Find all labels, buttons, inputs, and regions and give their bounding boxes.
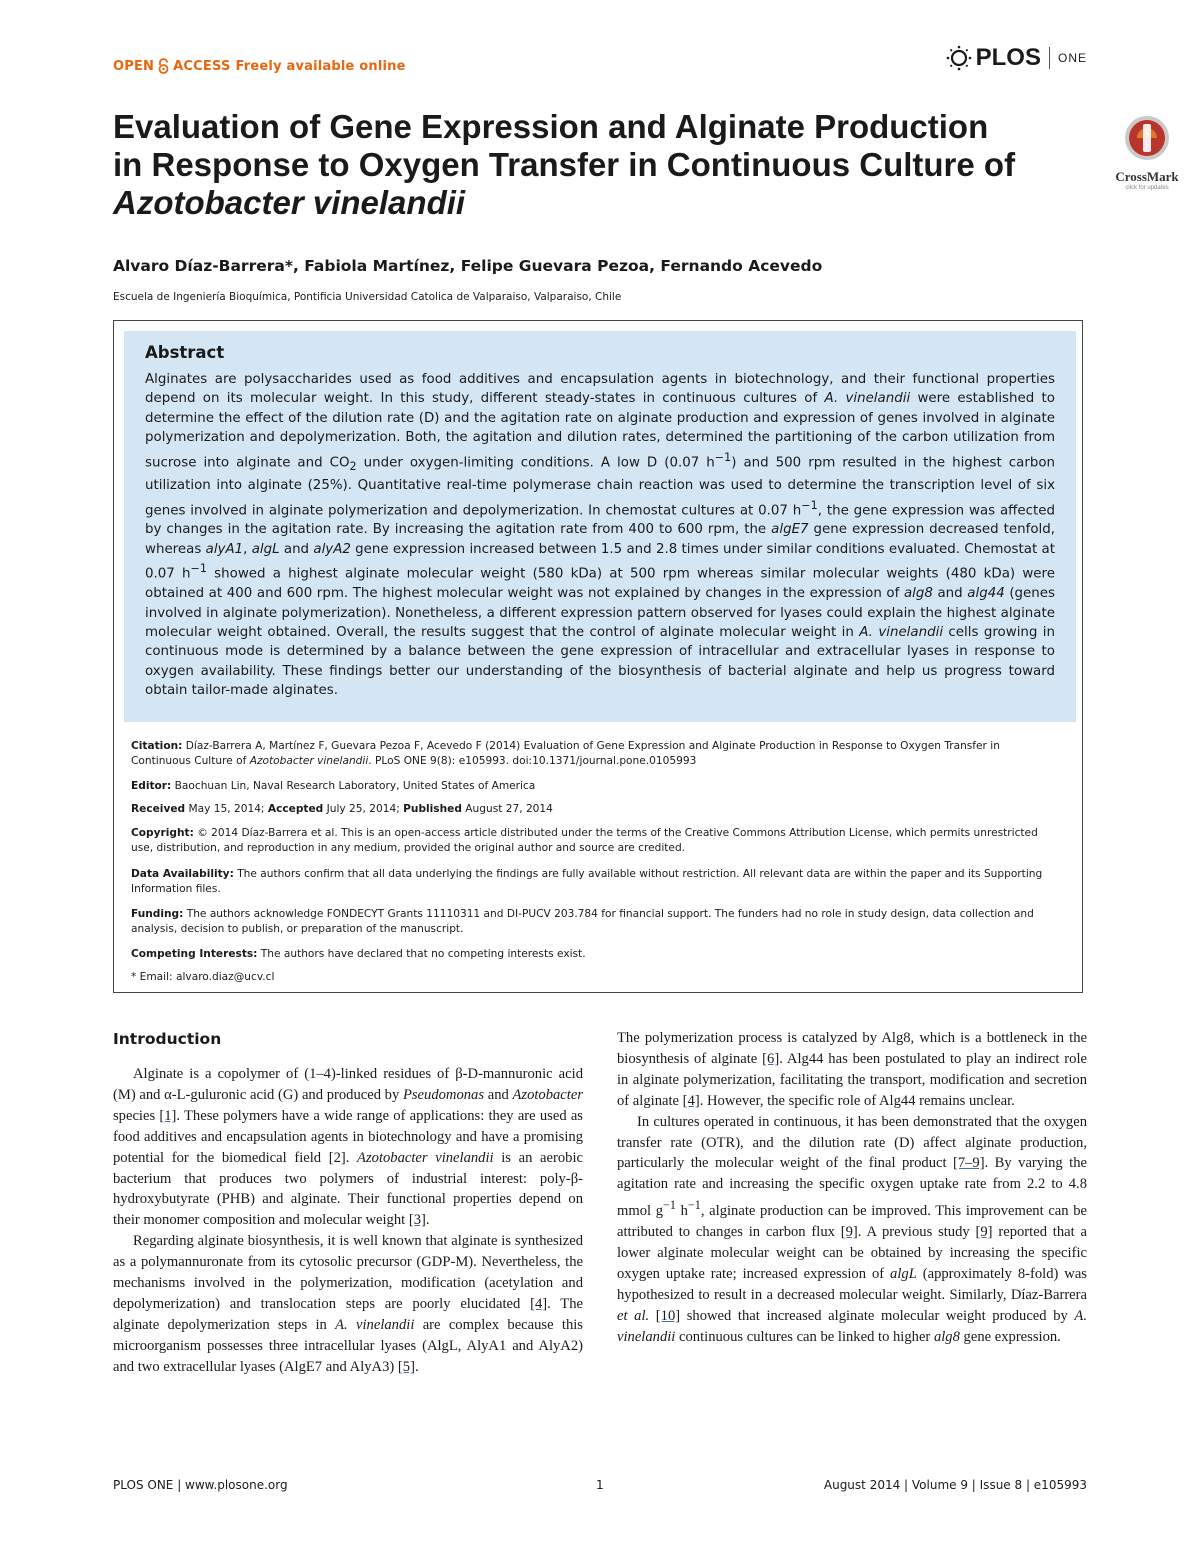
access-label: ACCESS [173,58,231,74]
ref-link[interactable]: [9] [840,1224,858,1241]
crossmark-sub: click for updates [1125,185,1169,191]
open-access-banner [113,58,406,74]
ref-link[interactable]: [6] [762,1050,780,1067]
ref-link[interactable]: [5] [397,1358,415,1375]
ref-link[interactable]: [1] [159,1107,177,1124]
title-line-1: Evaluation of Gene Expression and Alginate Production [113,108,989,145]
ref-link[interactable]: [3] [408,1212,426,1229]
ref-link[interactable]: [4] [530,1295,548,1312]
intro-paragraph-1: Alginate is a copolymer of (1–4)-linked residues of β-D-mannuronic acid (M) and α-L-guluronic acid (G) and produced by Pseudomonas and Azotobacter species [1]. These polymers have a wide range of applications: they are used as food additives and encapsulation agents in biotechnology and have a promising potential for the biomedical field [2]. Azotobacter vinelandii is an aerobic bacterium that produces two polymers of industrial interest: poly-β-hydroxybutyrate (PHB) and alginate. Their functional properties depend on their monomer composition and molecular weight [3]. [113,1066,583,1229]
open-label: OPEN [113,58,155,74]
introduction-heading: Introduction [113,1030,222,1048]
ref-link[interactable]: [4] [682,1092,700,1109]
title-line-3: Azotobacter vinelandii [113,184,466,221]
ref-link[interactable]: [9] [975,1224,993,1241]
article-title [113,108,1098,222]
abstract-heading: Abstract [145,343,225,362]
data-availability: Data Availability: The authors confirm that all data underlying the findings are fully available without restriction. All relevant data are within the paper and its Supporting Information files. [131,868,1043,895]
ref-link[interactable]: [7–9] [952,1155,985,1172]
plos-seed-icon [946,45,972,71]
abstract-text: Alginates are polysaccharides used as food additives and encapsulation agents in biotechnology, and their functional properties depend on its molecular weight. In this study, different steady-states in continuous cultures of A. vinelandii were established to determine the effect of the dilution rate (D) and the agitation rate on alginate production and expression of genes involved in alginate polymerization and depolymerization. Both, the agitation and dilution rates, determined the partitioning of the carbon utilization from sucrose into alginate and $CO_2$ under oxygen-limiting conditions. A low D (0.07 $h^{-1}$) and 500 rpm resulted in the highest carbon utilization into alginate (25%). Quantitative real-time polymerase chain reaction was used to determine the transcription level of six genes involved in alginate polymerization and depolymerization. In chemostat cultures at 0.07 $h^{-1}$, the gene expression was affected by changes in the agitation rate. By increasing the agitation rate from 400 to 600 rpm, the algE7 gene expression decreased tenfold, whereas alyA1, algL and alyA2 gene expression increased between 1.5 and 2.8 times under similar conditions evaluated. Chemostat at 0.07 $h^{-1}$ showed a highest alginate molecular weight (580 kDa) at 500 rpm whereas similar molecular weights (480 kDa) were obtained at 400 and 600 rpm. The highest molecular weight was not explained by changes in the expression of alg8 and alg44 (genes involved in alginate polymerization). Nonetheless, a different expression pattern observed for lyases could explain the highest alginate molecular weight obtained. Overall, the results suggest that the control of alginate molecular weight in A. vinelandii cells growing in continuous mode is determined by a balance between the gene expression of intracellular and extracellular lyases in response to oxygen availability. These findings better our understanding of the biosynthesis of bacterial alginate and help us progress toward obtain tailor-made alginates. [145,372,1055,699]
journal-sub: ONE [1057,51,1087,65]
intro-paragraph-4: In cultures operated in continuous, it has been demonstrated that the oxygen transfer rate (OTR), and the dilution rate (D) affect alginate production, particularly the molecular weight of the final product [7–9]. By varying the agitation rate and increasing the specific oxygen uptake rate from 2.2 to 4.8 mmol $g^{-1}$ $h^{-1}$, alginate production can be improved. This improvement can be attributed to changes in carbon flux [9]. A previous study [9] reported that a lower alginate molecular weight can be obtained by increasing the specific oxygen uptake rate; increased expression of algL (approximately 8-fold) was hypothesized to result in a decreased molecular weight. Similarly, Díaz-Barrera et al. [10] showed that increased alginate molecular weight produced by A. vinelandii continuous cultures can be linked to higher alg8 gene expression. [617,1113,1088,1345]
corresponding-email: * Email: alvaro.diaz@ucv.cl [131,971,275,983]
author-list: Alvaro Díaz-Barrera*, Fabiola Martínez, Felipe Guevara Pezoa, Fernando Acevedo [113,257,823,275]
affiliation: Escuela de Ingeniería Bioquímica, Pontificia Universidad Catolica de Valparaiso, Valparaiso, Chile [113,291,622,303]
intro-paragraph-2: Regarding alginate biosynthesis, it is well known that alginate is synthesized as a polymannuronate from its cytosolic precursor (GDP-M). Nevertheless, the mechanisms involved in the polymerization, modification (acetylation and depolymerization) and translocation steps are poorly elucidated [4]. The alginate depolymerization steps in A. vinelandii are complex because this microorganism possesses three intracellular lyases (AlgL, AlyA1 and AlyA2) and two extracellular lyases (AlgE7 and AlyA3) [5]. [113,1233,583,1375]
dates: Received May 15, 2014; Accepted July 25, 2014; Published August 27, 2014 [131,803,553,815]
logo-divider [1049,47,1050,69]
footer-issue-info: August 2014 | Volume 9 | Issue 8 | e105993 [823,1478,1087,1492]
body-column-left [113,1064,583,1378]
crossmark-badge[interactable] [1107,114,1187,191]
journal-logo [946,44,1087,72]
footer-journal: PLOS ONE | www.plosone.org [113,1478,288,1492]
body-column-right [617,1028,1087,1347]
journal-word: PLOS [975,44,1041,71]
open-lock-icon [157,58,170,74]
title-line-2: in Response to Oxygen Transfer in Continuous Culture of [113,146,1016,183]
abstract-panel [124,331,1076,722]
editor: Editor: Baochuan Lin, Naval Research Laboratory, United States of America [131,780,536,792]
copyright: Copyright: © 2014 Díaz-Barrera et al. This is an open-access article distributed under the terms of the Creative Commons Attribution License, which permits unrestricted use, distribution, and reproduction in any medium, provided the original author and source are credited. [131,827,1038,854]
crossmark-icon [1123,114,1171,164]
competing-interests: Competing Interests: The authors have declared that no competing interests exist. [131,948,586,960]
ref-link[interactable]: [10] [655,1307,681,1324]
citation: Citation: Díaz-Barrera A, Martínez F, Guevara Pezoa F, Acevedo F (2014) Evaluation of Gene Expression and Alginate Production in Response to Oxygen Transfer in Continuous Culture of Azotobacter vinelandii. PLoS ONE 9(8): e105993. doi:10.1371/journal.pone.0105993 [131,740,1000,767]
intro-paragraph-3: The polymerization process is catalyzed by Alg8, which is a bottleneck in the biosynthesis of alginate [6]. Alg44 has been postulated to play an indirect role in alginate polymerization, facilitating the transport, modification and secretion of alginate [4]. However, the specific role of Alg44 remains unclear. [617,1030,1087,1109]
funding: Funding: The authors acknowledge FONDECYT Grants 11110311 and DI-PUCV 203.784 for financial support. The funders had no role in study design, data collection and analysis, decision to publish, or preparation of the manuscript. [131,908,1034,935]
crossmark-label: CrossMark [1115,169,1179,184]
footer-page-number: 1 [596,1478,604,1492]
freely-available-label: Freely available online [235,58,406,74]
